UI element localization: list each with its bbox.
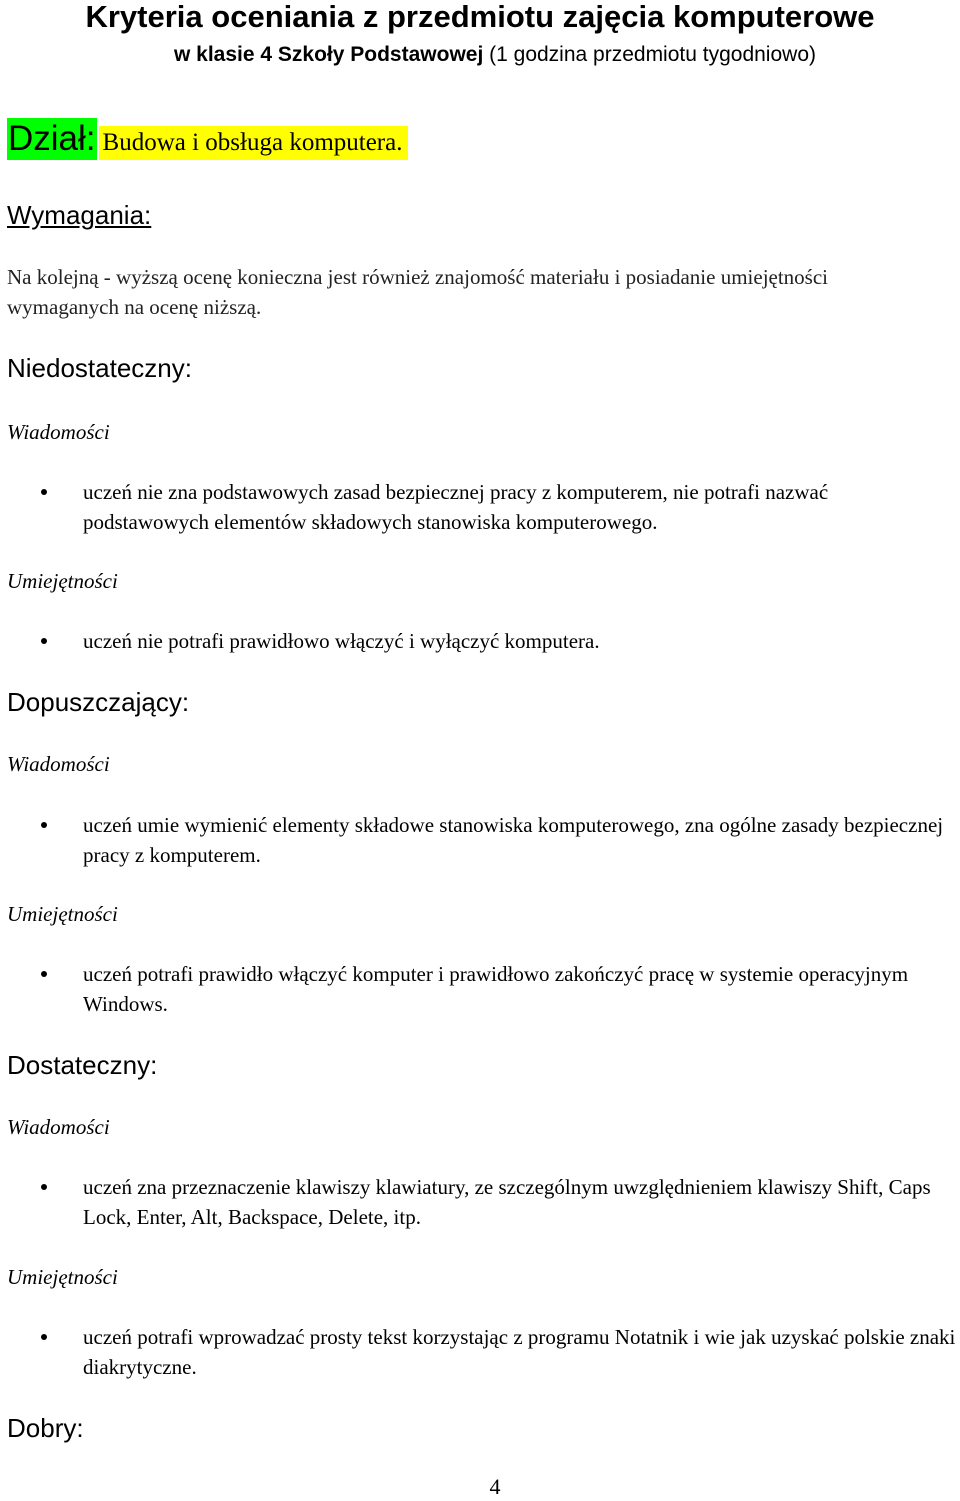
subtitle-rest-part: (1 godzina przedmiotu tygodniowo)	[483, 43, 816, 66]
bullet-icon	[41, 638, 47, 644]
section-row	[7, 118, 408, 160]
document-subtitle	[0, 42, 960, 68]
requirements-intro: Na kolejną - wyższą ocenę konieczna jest również znajomość materiału i posiadanie umiejętności wymaganych na ocenę niższą.	[7, 265, 829, 319]
requirements-heading: Wymagania:	[7, 200, 152, 230]
grade-heading-dopuszczajacy: Dopuszczający:	[7, 687, 190, 717]
grade-heading-dostateczny: Dostateczny:	[7, 1050, 158, 1080]
list-item-text: uczeń zna przeznaczenie klawiszy klawiatury, ze szczególnym uwzględnieniem klawiszy Shift, Caps Lock, Enter, Alt, Backspace, Delete, itp.	[83, 1175, 931, 1229]
section-label: Dział:	[8, 119, 96, 158]
list-item-text: uczeń nie potrafi prawidłowo włączyć i wyłączyć komputera.	[83, 629, 600, 653]
skills-label: Umiejętności	[7, 902, 118, 926]
list-item-text: uczeń potrafi wprowadzać prosty tekst korzystając z programu Notatnik i wie jak uzyskać polskie znaki diakrytyczne.	[83, 1325, 956, 1379]
list-item-text: uczeń potrafi prawidło włączyć komputer i prawidłowo zakończyć pracę w systemie operacyjnym Windows.	[83, 962, 909, 1016]
bullet-icon	[41, 971, 47, 977]
knowledge-label: Wiadomości	[7, 420, 110, 444]
bullet-icon	[41, 489, 47, 495]
bullet-icon	[41, 822, 47, 828]
grade-heading-niedostateczny: Niedostateczny:	[7, 353, 192, 383]
skills-label: Umiejętności	[7, 569, 118, 593]
knowledge-label: Wiadomości	[7, 752, 110, 776]
grade-heading-dobry: Dobry:	[7, 1413, 84, 1443]
section-value: Budowa i obsługa komputera.	[99, 126, 409, 160]
knowledge-label: Wiadomości	[7, 1115, 110, 1139]
bullet-icon	[41, 1334, 47, 1340]
list-item-text: uczeń umie wymienić elementy składowe stanowiska komputerowego, zna ogólne zasady bezpiecznej pracy z komputerem.	[83, 813, 944, 867]
skills-label: Umiejętności	[7, 1265, 118, 1289]
document-title: Kryteria oceniania z przedmiotu zajęcia komputerowe	[85, 0, 875, 34]
subtitle-bold-part: w klasie 4 Szkoły Podstawowej	[174, 43, 484, 66]
bullet-icon	[41, 1184, 47, 1190]
list-item-text: uczeń nie zna podstawowych zasad bezpiecznej pracy z komputerem, nie potrafi nazwać podstawowych elementów składowych stanowiska komputerowego.	[83, 480, 829, 534]
page-number: 4	[489, 1474, 501, 1499]
